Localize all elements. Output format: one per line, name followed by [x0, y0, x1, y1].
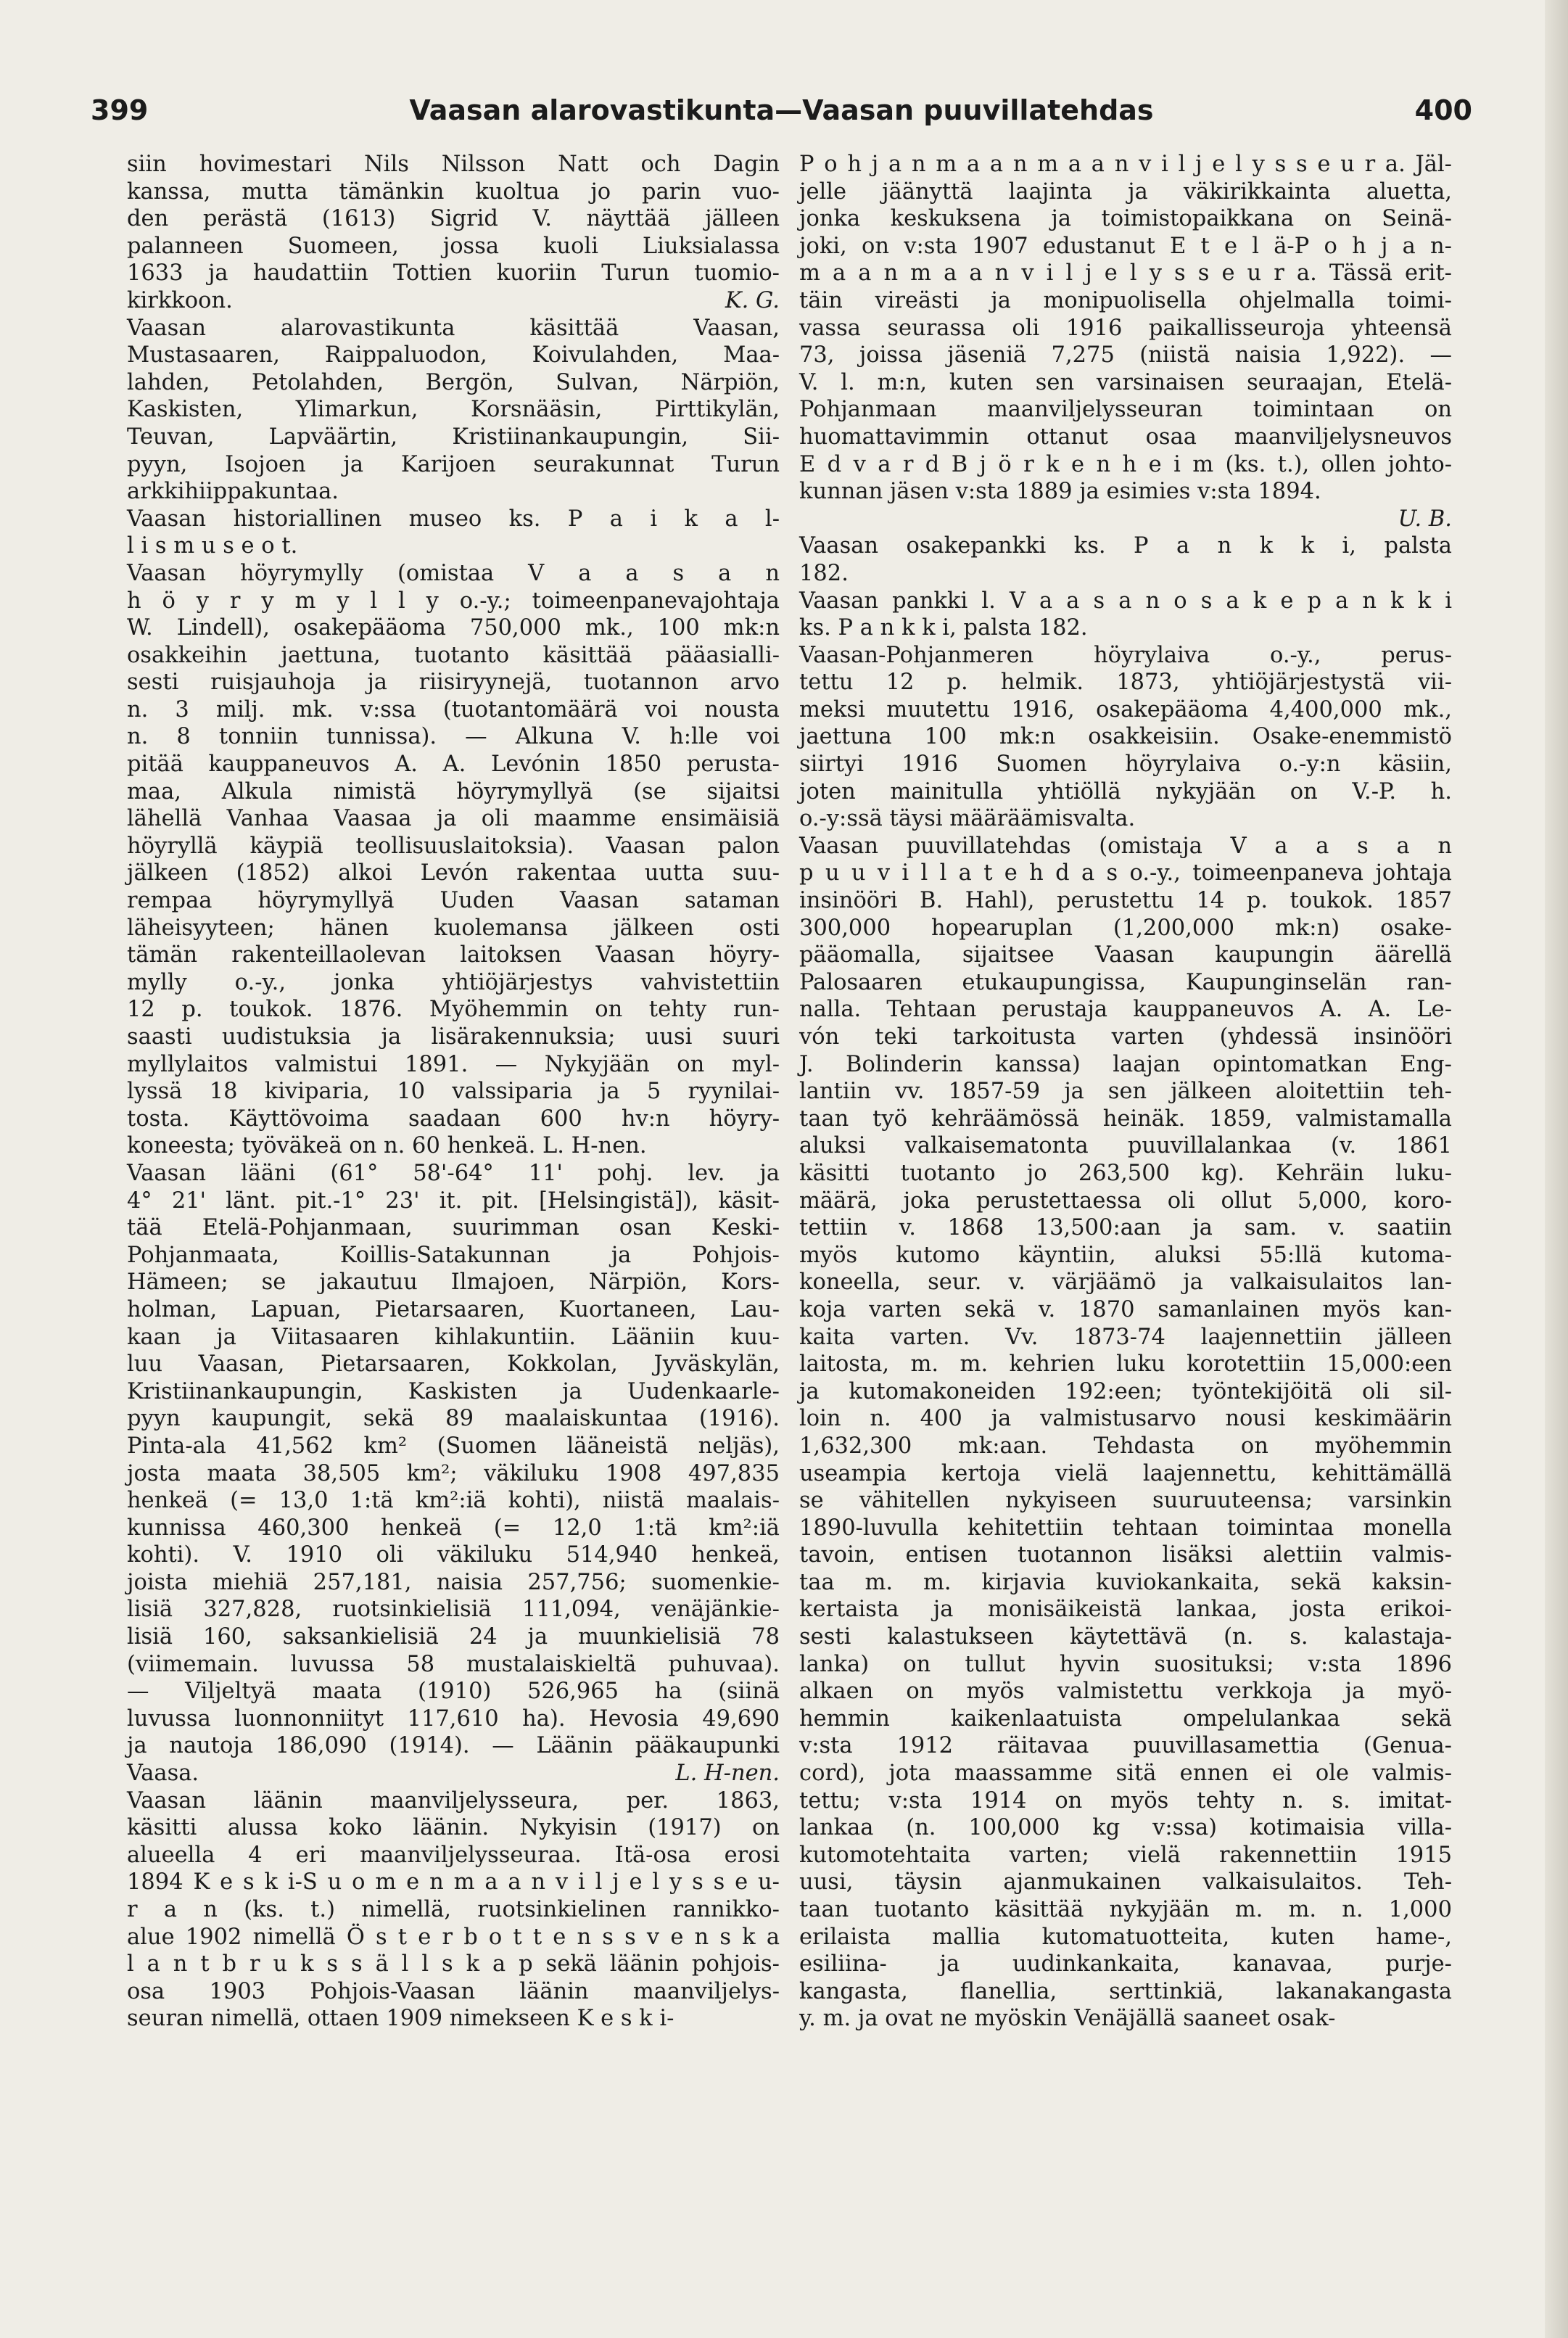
text-line: alueella 4 eri maanviljelysseuraa. Itä-osa erosi: [127, 1842, 780, 1868]
text-line: palanneen Suomeen, jossa kuoli Liuksialassa: [127, 233, 780, 259]
text-line: rempaa höyrymyllyä Uuden Vaasan sataman: [127, 888, 780, 914]
text-line: J. Bolinderin kanssa) laajan opintomatkan Eng-: [799, 1051, 1452, 1077]
text-line: alue 1902 nimellä Ö s t e r b o t t e n s s v e n s k a: [127, 1924, 780, 1950]
text-line: lahden, Petolahden, Bergön, Sulvan, Närpiön,: [127, 369, 780, 395]
text-line: myllylaitos valmistui 1891. — Nykyjään on myl-: [127, 1051, 780, 1077]
left-column: [127, 151, 780, 2033]
text-line: kangasta, flanellia, serttinkiä, lakanakangasta: [799, 1978, 1452, 2004]
text-line: erilaista mallia kutomatuotteita, kuten hame-,: [799, 1924, 1452, 1950]
text-line: vassa seurassa oli 1916 paikallisseuroja yhteensä: [799, 315, 1452, 341]
text-line: Vaasan historiallinen museo ks. P a i k a l-: [127, 506, 780, 532]
text-line: joista miehiä 257,181, naisia 257,756; suomenkie-: [127, 1569, 780, 1595]
text-line: laitosta, m. m. kehrien luku korotettiin 15,000:een: [799, 1351, 1452, 1378]
text-line: täin vireästi ja monipuolisella ohjelmalla toimi-: [799, 287, 1452, 313]
text-line: tää Etelä-Pohjanmaan, suurimman osan Keski-: [127, 1215, 780, 1241]
text-line: 73, joissa jäseniä 7,275 (niistä naisia 1,922). —: [799, 342, 1452, 369]
text-line: jonka keskuksena ja toimistopaikkana on Seinä-: [799, 206, 1452, 232]
text-line: jelle jäänyttä laajinta ja väkirikkainta aluetta,: [799, 178, 1452, 205]
text-line: Vaasan puuvillatehdas (omistaja V a a s a n: [799, 833, 1452, 859]
text-line: kirkkoon. K. G.: [127, 287, 780, 313]
text-line: den perästä (1613) Sigrid V. näyttää jälleen: [127, 206, 780, 232]
text-line: henkeä (= 13,0 1:tä km²:iä kohti), niistä maalais-: [127, 1488, 780, 1514]
right-column: [799, 151, 1452, 2033]
text-line: o.-y:ssä täysi määräämisvalta.: [799, 806, 1136, 832]
text-line: Vaasan lääni (61° 58'-64° 11' pohj. lev. ja: [127, 1160, 780, 1186]
text-line: Teuvan, Lapväärtin, Kristiinankaupungin, Sii-: [127, 424, 780, 450]
text-line: 300,000 hopearuplan (1,200,000 mk:n) osake-: [799, 915, 1452, 941]
text-line: r a n (ks. t.) nimellä, ruotsinkielinen rannikko-: [127, 1897, 780, 1922]
text-line: kaita varten. Vv. 1873-74 laajennettiin jälleen: [799, 1324, 1452, 1350]
text-line: Pinta-ala 41,562 km² (Suomen lääneistä neljäs),: [127, 1433, 780, 1459]
text-line: koneella, seur. v. värjäämö ja valkaisulaitos lan-: [799, 1269, 1452, 1296]
text-line: koja varten sekä v. 1870 samanlainen myös kan-: [799, 1296, 1452, 1322]
text-line: maa, Alkula nimistä höyrymyllyä (se sijaitsi: [127, 778, 780, 804]
text-line: lankaa (n. 100,000 kg v:ssa) kotimaisia villa-: [799, 1815, 1452, 1841]
text-line: saasti uudistuksia ja lisärakennuksia; uusi suuri: [127, 1024, 780, 1050]
text-line: siin hovimestari Nils Nilsson Natt och Dagin: [127, 152, 780, 177]
text-line: hemmin kaikenlaatuista ompelulankaa sekä: [799, 1705, 1452, 1732]
text-line: useampia kertoja vielä laajennettu, kehittämällä: [799, 1460, 1452, 1486]
text-line: 4° 21' länt. pit.-1° 23' it. pit. [Helsingistä]), käsit-: [127, 1187, 780, 1214]
text-line: tettiin v. 1868 13,500:aan ja sam. v. saatiin: [799, 1215, 1452, 1241]
text-line: seuran nimellä, ottaen 1909 nimekseen K e s k i-: [127, 2006, 674, 2032]
text-line: tosta. Käyttövoima saadaan 600 hv:n höyry-: [127, 1106, 780, 1132]
text-line: tettu 12 p. helmik. 1873, yhtiöjärjestystä vii-: [799, 670, 1452, 696]
text-line: lisiä 160, saksankielisiä 24 ja muunkielisiä 78: [127, 1624, 780, 1650]
text-line: 1894 K e s k i-S u o m e n m a a n v i l j e l y s s e u-: [127, 1869, 780, 1895]
page-number-left: 399: [91, 94, 149, 126]
text-line: loin n. 400 ja valmistusarvo nousi keskimäärin: [799, 1406, 1452, 1432]
text-line: tavoin, entisen tuotannon lisäksi alettiin valmis-: [799, 1542, 1452, 1568]
text-line: luvussa luonnonniityt 117,610 ha). Hevosia 49,690: [127, 1705, 780, 1732]
text-line: — Viljeltyä maata (1910) 526,965 ha (siinä: [127, 1679, 780, 1705]
text-line: l a n t b r u k s s ä l l s k a p sekä läänin pohjois-: [127, 1951, 780, 1977]
text-line: Vaasan höyrymylly (omistaa V a a s a n: [127, 560, 780, 586]
text-line: Mustasaaren, Raippaluodon, Koivulahden, Maa-: [127, 342, 780, 369]
text-line: Kristiinankaupungin, Kaskisten ja Uudenkaarle-: [127, 1378, 780, 1404]
page-edge: [1545, 0, 1568, 2338]
page-header: [91, 94, 1472, 138]
text-line: lyssä 18 kiviparia, 10 valssiparia ja 5 ryynilai-: [127, 1079, 780, 1105]
text-line: pyyn, Isojoen ja Karijoen seurakunnat Turun: [127, 451, 780, 477]
text-line: uusi, täysin ajanmukainen valkaisulaitos. Teh-: [799, 1869, 1452, 1895]
text-line: W. Lindell), osakepääoma 750,000 mk., 100 mk:n: [127, 615, 780, 641]
text-line: kutomotehtaita varten; vielä rakennettiin 1915: [799, 1842, 1452, 1868]
text-line: kertaista ja monisäikeistä lankaa, josta erikoi-: [799, 1597, 1452, 1623]
text-line: tämän rakenteillaolevan laitoksen Vaasan höyry-: [127, 942, 780, 968]
text-line: Vaasan pankki l. V a a s a n o s a k e p a n k k i: [799, 588, 1452, 614]
text-line: kunnan jäsen v:sta 1889 ja esimies v:sta 1894.: [799, 479, 1321, 505]
text-line: v:sta 1912 räitavaa puuvillasamettia (Genua-: [799, 1733, 1452, 1759]
running-title: Vaasan alarovastikunta—Vaasan puuvillatehdas: [409, 94, 1154, 126]
text-line: l i s m u s e o t.: [127, 533, 298, 559]
text-line: Palosaaren etukaupungissa, Kaupunginselän ran-: [799, 969, 1452, 995]
text-line: P o h j a n m a a n m a a n v i l j e l y s s e u r a. Jäl-: [799, 152, 1452, 177]
text-line: alkaen on myös valmistettu verkkoja ja myö-: [799, 1679, 1452, 1705]
text-line: pyyn kaupungit, sekä 89 maalaiskuntaa (1916).: [127, 1406, 780, 1432]
text-line: 182.: [799, 560, 849, 586]
text-line: ja nautoja 186,090 (1914). — Läänin pääkaupunki: [127, 1733, 780, 1759]
text-line: V. l. m:n, kuten sen varsinaisen seuraajan, Etelä-: [799, 369, 1452, 395]
text-line: taan tuotanto käsittää nykyjään m. m. n. 1,000: [799, 1897, 1452, 1922]
text-line: mylly o.-y., jonka yhtiöjärjestys vahvistettiin: [127, 969, 780, 995]
text-line: taan työ kehräämössä heinäk. 1859, valmistamalla: [799, 1106, 1452, 1132]
text-line: joten mainitulla yhtiöllä nykyjään on V.-P. h.: [799, 778, 1452, 804]
text-line: luu Vaasan, Pietarsaaren, Kokkolan, Jyväskylän,: [127, 1351, 780, 1378]
text-line: Vaasan-Pohjanmeren höyrylaiva o.-y., perus-: [799, 642, 1452, 668]
text-line: jälkeen (1852) alkoi Levón rakentaa uutta suu-: [127, 860, 780, 886]
text-line: myös kutomo käyntiin, aluksi 55:llä kutoma-: [799, 1242, 1452, 1268]
text-line: huomattavimmin ottanut osaa maanviljelysneuvos: [799, 424, 1452, 450]
text-line: läheisyyteen; hänen kuolemansa jälkeen osti: [127, 915, 780, 941]
text-line: n. 3 milj. mk. v:ssa (tuotantomäärä voi nousta: [127, 696, 780, 723]
text-line: Vaasan läänin maanviljelysseura, per. 1863,: [127, 1787, 780, 1814]
text-line: Pohjanmaan maanviljelysseuran toimintaan on: [799, 397, 1452, 423]
text-line: kaan ja Viitasaaren kihlakuntiin. Lääniin kuu-: [127, 1324, 780, 1350]
text-line: (viimemain. luvussa 58 mustalaiskieltä puhuvaa).: [127, 1651, 780, 1677]
text-line: Vaasa. L. H-nen.: [127, 1761, 780, 1787]
text-line: määrä, joka perustettaessa oli ollut 5,000, koro-: [799, 1187, 1452, 1214]
text-line: arkkihiippakuntaa.: [127, 479, 339, 505]
text-line: ks. P a n k k i, palsta 182.: [799, 615, 1088, 641]
text-line: osa 1903 Pohjois-Vaasan läänin maanviljelys-: [127, 1978, 780, 2004]
text-line: 1633 ja haudattiin Tottien kuoriin Turun tuomio-: [127, 260, 780, 287]
text-line: 1890-luvulla kehitettiin tehtaan toimintaa monella: [799, 1515, 1452, 1541]
text-line: Kaskisten, Ylimarkun, Korsnääsin, Pirttikylän,: [127, 397, 780, 423]
text-line: Pohjanmaata, Koillis-Satakunnan ja Pohjois-: [127, 1242, 780, 1268]
text-line: meksi muutettu 1916, osakepääoma 4,400,000 mk.,: [799, 696, 1452, 723]
text-line: U. B.: [1398, 506, 1452, 532]
text-line: tettu; v:sta 1914 on myös tehty n. s. imitat-: [799, 1787, 1452, 1814]
text-line: esiliina- ja uudinkankaita, kanavaa, purje-: [799, 1951, 1452, 1977]
text-line: h ö y r y m y l l y o.-y.; toimeenpanevajohtaja: [127, 588, 780, 614]
text-line: 12 p. toukok. 1876. Myöhemmin on tehty run-: [127, 997, 780, 1023]
text-line: aluksi valkaisematonta puuvillalankaa (v. 1861: [799, 1133, 1452, 1159]
text-line: p u u v i l l a t e h d a s o.-y., toimeenpaneva johtaja: [799, 860, 1452, 886]
text-line: m a a n m a a n v i l j e l y s s e u r a. Tässä erit-: [799, 260, 1452, 287]
text-line: Vaasan alarovastikunta käsittää Vaasan,: [127, 315, 780, 341]
text-line: n. 8 tonniin tunnissa). — Alkuna V. h:lle voi: [127, 724, 780, 750]
text-line: höyryllä käypiä teollisuuslaitoksia). Vaasan palon: [127, 833, 780, 859]
text-line: nalla. Tehtaan perustaja kauppaneuvos A. A. Le-: [799, 997, 1452, 1023]
text-line: kunnissa 460,300 henkeä (= 12,0 1:tä km²:iä: [127, 1515, 780, 1541]
text-line: josta maata 38,505 km²; väkiluku 1908 497,835: [127, 1460, 780, 1486]
text-line: insinööri B. Hahl), perustettu 14 p. toukok. 1857: [799, 888, 1452, 914]
text-line: käsitti tuotanto jo 263,500 kg). Kehräin luku-: [799, 1160, 1452, 1186]
text-line: kanssa, mutta tämänkin kuoltua jo parin vuo-: [127, 178, 780, 205]
text-line: osakkeihin jaettuna, tuotanto käsittää pääasialli-: [127, 642, 780, 668]
text-line: se vähitellen nykyiseen suuruuteensa; varsinkin: [799, 1488, 1452, 1514]
text-line: jaettuna 100 mk:n osakkeisiin. Osake-enemmistö: [799, 724, 1452, 750]
text-line: vón teki tarkoitusta varten (yhdessä insinööri: [799, 1024, 1452, 1050]
text-line: taa m. m. kirjavia kuviokankaita, sekä kaksin-: [799, 1569, 1452, 1595]
text-line: cord), jota maassamme sitä ennen ei ole valmis-: [799, 1761, 1452, 1787]
text-line: pitää kauppaneuvos A. A. Levónin 1850 perusta-: [127, 752, 780, 778]
text-line: y. m. ja ovat ne myöskin Venäjällä saaneet osak-: [799, 2006, 1336, 2032]
text-line: joki, on v:sta 1907 edustanut E t e l ä-P o h j a n-: [799, 233, 1452, 259]
text-line: pääomalla, sijaitsee Vaasan kaupungin äärellä: [799, 942, 1452, 968]
text-line: E d v a r d B j ö r k e n h e i m (ks. t.), ollen johto-: [799, 451, 1452, 477]
text-line: siirtyi 1916 Suomen höyrylaiva o.-y:n käsiin,: [799, 752, 1452, 778]
text-line: sesti ruisjauhoja ja riisiryynejä, tuotannon arvo: [127, 670, 780, 696]
text-line: Hämeen; se jakautuu Ilmajoen, Närpiön, Kors-: [127, 1269, 780, 1296]
text-line: 1,632,300 mk:aan. Tehdasta on myöhemmin: [799, 1433, 1452, 1459]
text-line: lanka) on tullut hyvin suosituksi; v:sta 1896: [799, 1651, 1452, 1677]
text-line: lähellä Vanhaa Vaasaa ja oli maamme ensimäisiä: [127, 806, 780, 832]
text-line: Vaasan osakepankki ks. P a n k k i, palsta: [799, 533, 1452, 559]
text-line: lantiin vv. 1857-59 ja sen jälkeen aloitettiin teh-: [799, 1079, 1452, 1105]
text-line: kohti). V. 1910 oli väkiluku 514,940 henkeä,: [127, 1542, 780, 1568]
text-line: käsitti alussa koko läänin. Nykyisin (1917) on: [127, 1815, 780, 1841]
page-number-right: 400: [1414, 94, 1472, 126]
text-line: koneesta; työväkeä on n. 60 henkeä. L. H-nen.: [127, 1133, 647, 1159]
text-line: sesti kalastukseen käytettävä (n. s. kalastaja-: [799, 1624, 1452, 1650]
text-line: holman, Lapuan, Pietarsaaren, Kuortaneen, Lau-: [127, 1296, 780, 1322]
text-line: lisiä 327,828, ruotsinkielisiä 111,094, venäjänkie-: [127, 1597, 780, 1623]
text-line: ja kutomakoneiden 192:een; työntekijöitä oli sil-: [799, 1378, 1452, 1404]
